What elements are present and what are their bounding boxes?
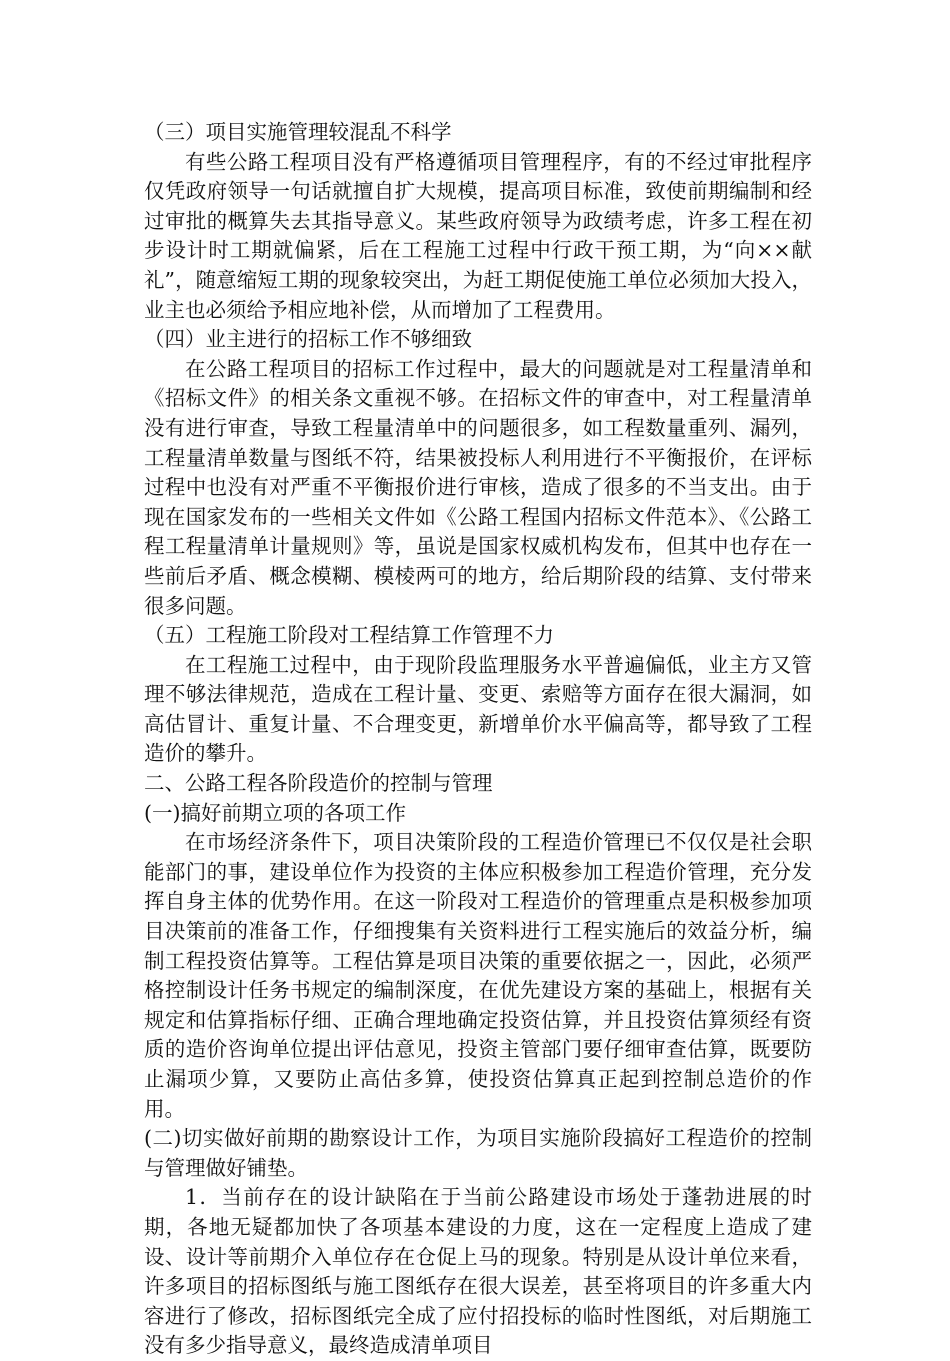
document-body: [144, 118, 812, 1361]
paragraph-bidding: 在公路工程项目的招标工作过程中，最大的问题就是对工程量清单和《招标文件》的相关条文重视不够。在招标文件的审查中，对工程量清单没有进行审查，导致工程量清单中的问题很多，如工程数量重列、漏列，工程量清单数量与图纸不符，结果被投标人利用进行不平衡报价，在评标过程中也没有对严重不平衡报价进行审核，造成了很多的不当支出。由于现在国家发布的一些相关文件如《公路工程国内招标文件范本》、《公路工程工程量清单计量规则》等，虽说是国家权威机构发布，但其中也存在一些前后矛盾、概念模糊、模棱两可的地方，给后期阶段的结算、支付带来很多问题。: [144, 356, 812, 618]
subsection-heading-2: (二)切实做好前期的勘察设计工作，为项目实施阶段搞好工程造价的控制与管理做好铺垫。: [144, 1126, 812, 1180]
section-heading-5: （五）工程施工阶段对工程结算工作管理不力: [144, 623, 554, 648]
paragraph-construction-settlement: 在工程施工过程中，由于现阶段监理服务水平普遍偏低，业主方又管理不够法律规范，造成在工程计量、变更、索赔等方面存在很大漏洞，如高估冒计、重复计量、不合理变更，新增单价水平偏高等，都导致了工程造价的攀升。: [144, 652, 812, 766]
section-heading-3: （三）项目实施管理较混乱不科学: [144, 120, 452, 144]
paragraph-project-management: 有些公路工程项目没有严格遵循项目管理程序，有的不经过审批程序仅凭政府领导一句话就擅自扩大规模，提高项目标准，致使前期编制和经过审批的概算失去其指导意义。某些政府领导为政绩考虑，许多工程在初步设计时工期就偏紧，后在工程施工过程中行政干预工期，为“向××献礼”，随意缩短工期的现象较突出，为赶工期促使施工单位必须加大投入，业主也必须给予相应地补偿，从而增加了工程费用。: [144, 149, 812, 322]
paragraph-design-defects: 1．当前存在的设计缺陷在于当前公路建设市场处于蓬勃进展的时期，各地无疑都加快了各项基本建设的力度，这在一定程度上造成了建设、设计等前期介入单位存在仓促上马的现象。特别是从设计单位来看，许多项目的招标图纸与施工图纸存在很大误差，甚至将项目的许多重大内容进行了修改，招标图纸完全成了应付招投标的临时性图纸，对后期施工没有多少指导意义，最终造成清单项目: [144, 1185, 812, 1358]
paragraph-early-stage: 在市场经济条件下，项目决策阶段的工程造价管理已不仅仅是社会职能部门的事，建设单位作为投资的主体应积极参加工程造价管理，充分发挥自身主体的优势作用。在这一阶段对工程造价的管理重点是积极参加项目决策前的准备工作，仔细搜集有关资料进行工程实施后的效益分析，编制工程投资估算等。工程估算是项目决策的重要依据之一，因此，必须严格控制设计任务书规定的编制深度，在优先建设方案的基础上，根据有关规定和估算指标仔细、正确合理地确定投资估算，并且投资估算须经有资质的造价咨询单位提出评估意见，投资主管部门要仔细审查估算，既要防止漏项少算，又要防止高估多算，使投资估算真正起到控制总造价的作用。: [144, 830, 812, 1121]
section-heading-4: （四）业主进行的招标工作不够细致: [144, 327, 472, 352]
chapter-heading-2: 二、公路工程各阶段造价的控制与管理: [144, 771, 493, 796]
subsection-heading-1: (一)搞好前期立项的各项工作: [144, 800, 406, 825]
